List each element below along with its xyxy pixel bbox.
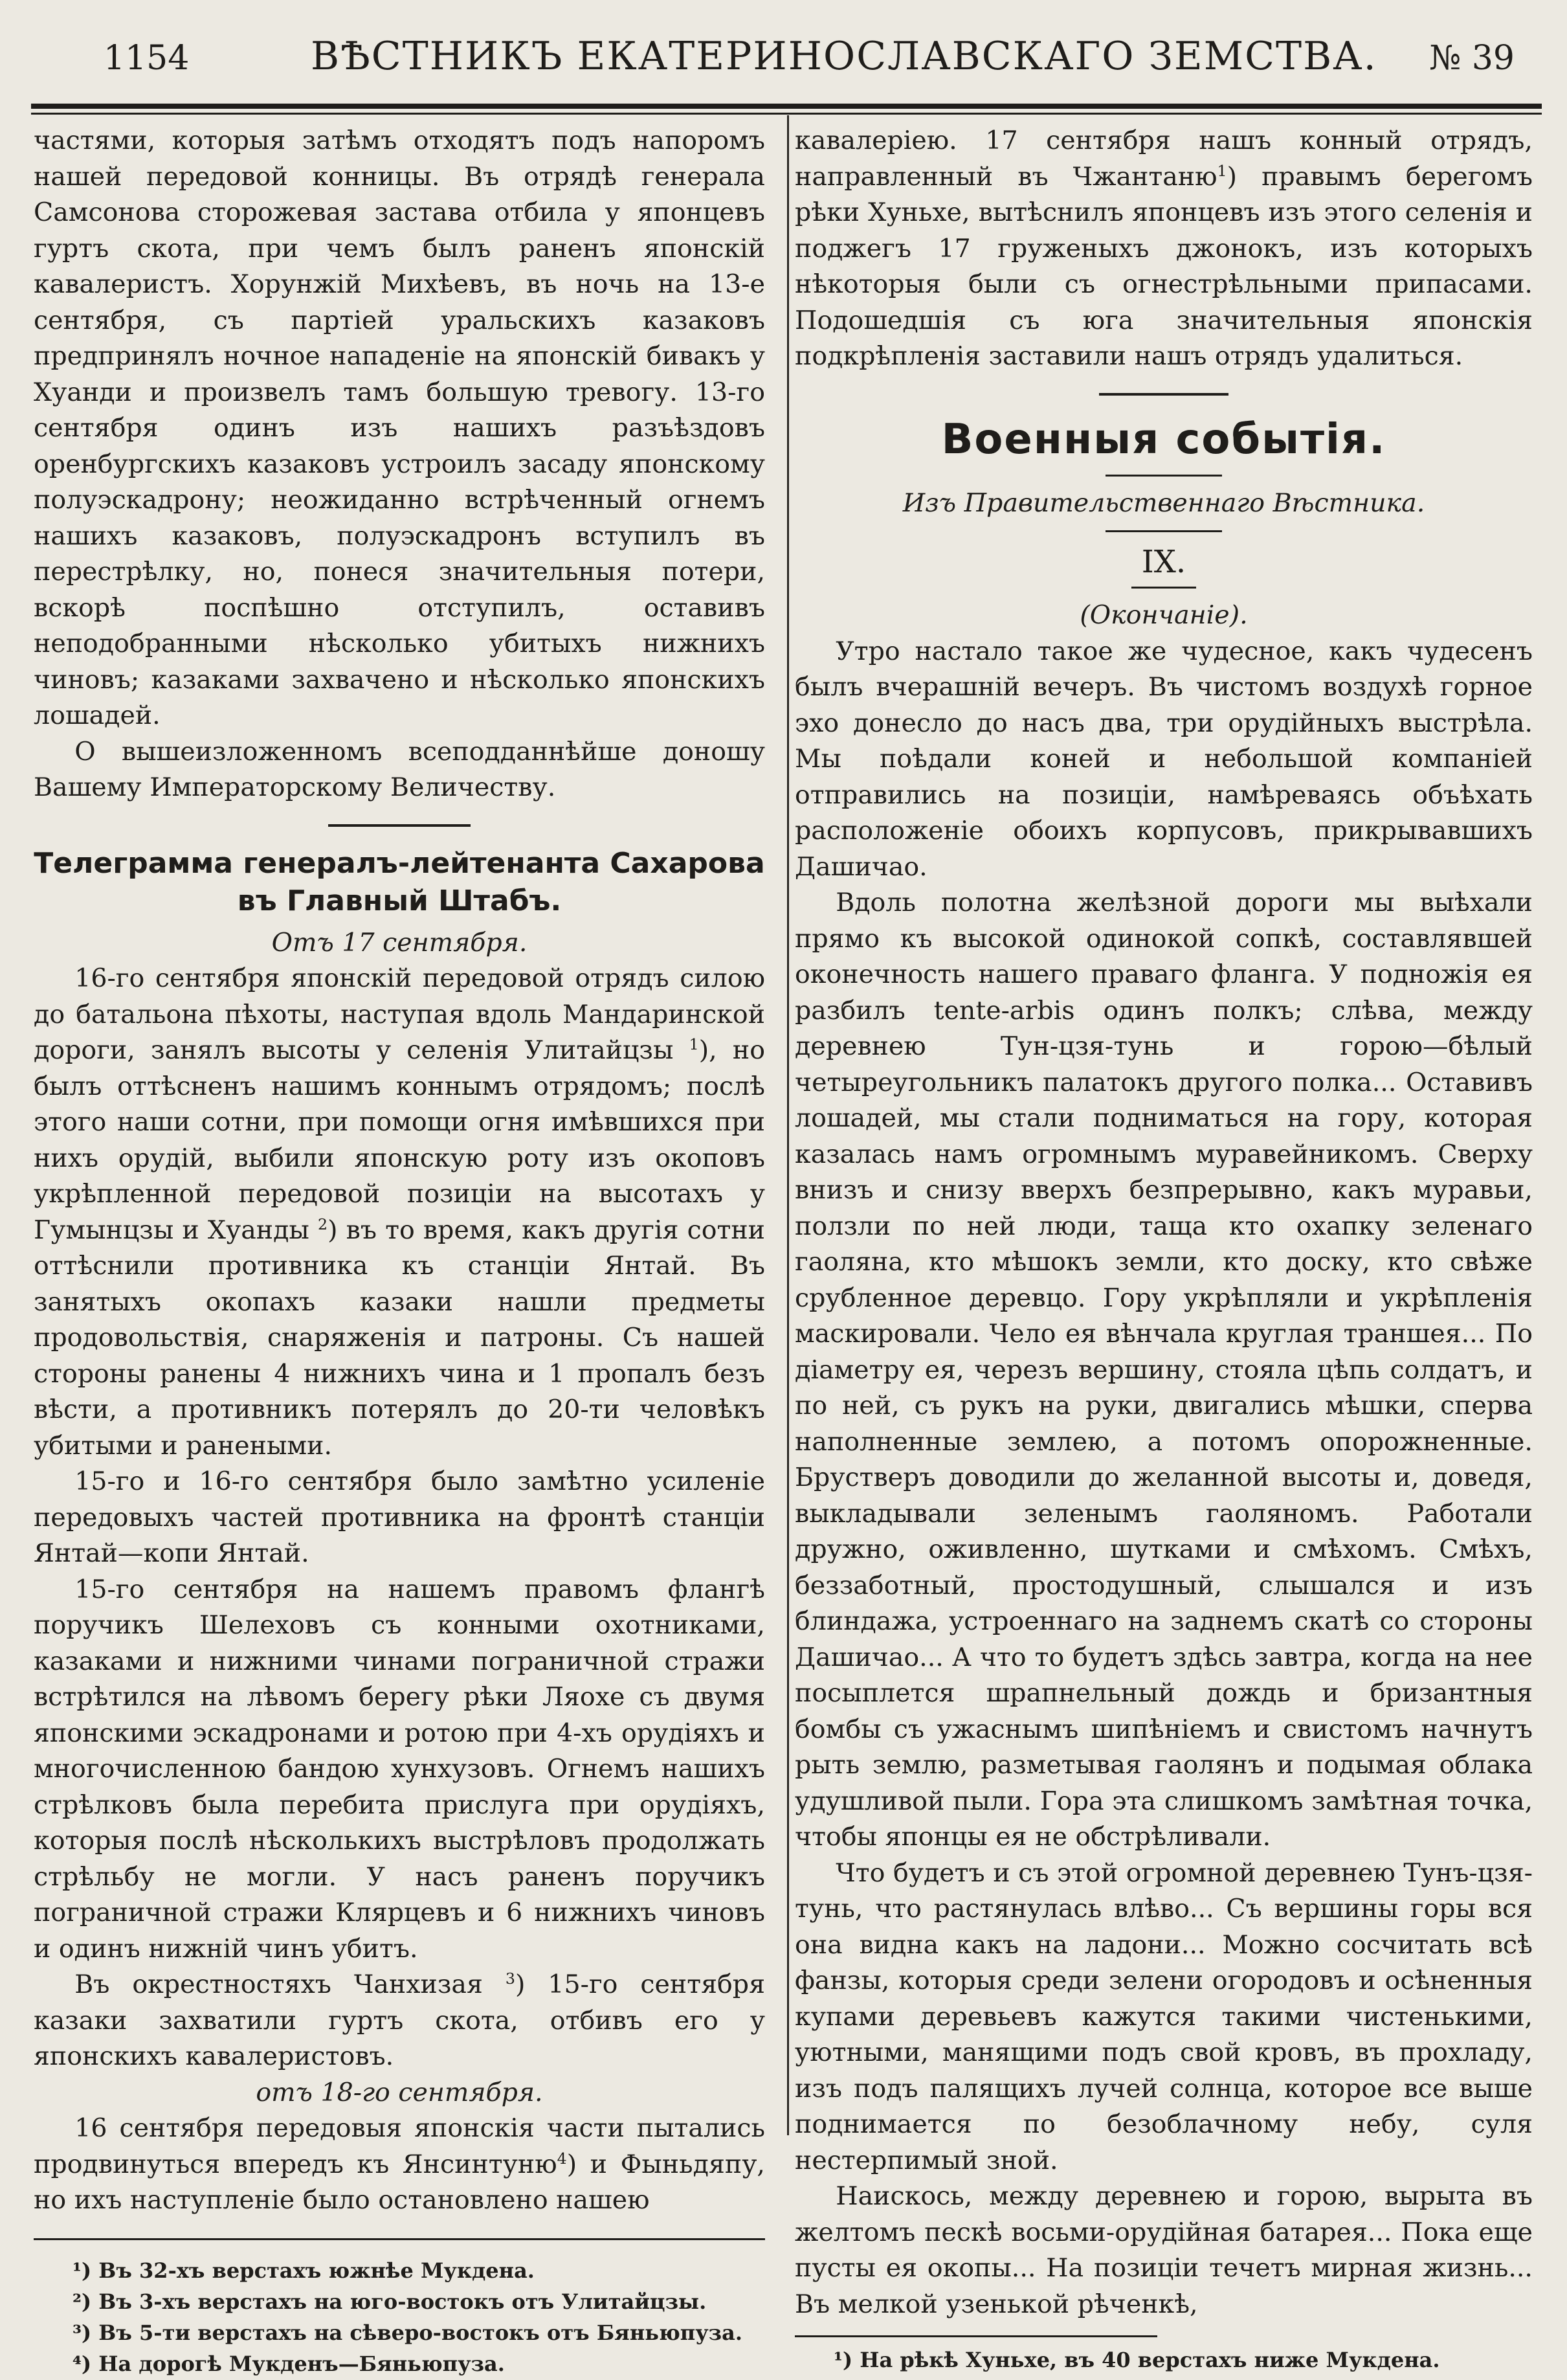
footnote-ref-1: 1: [689, 1035, 699, 1053]
page-header: [39, 26, 1528, 91]
paragraph-village: Что будетъ и съ этой огромной деревнею Тунъ-цзя-тунь, что растянулась влѣво... Съ вершины горы вся она видна какъ на ладони... Можно сосчитать всѣ фанзы, которыя среди зелени огородовъ и осѣненныя купами деревьевъ кажутся такими чистенькими, уютными, манящими подъ свой кровъ, въ прохладу, изъ подъ палящихъ лучей солнца, которое все выше поднимается по безоблачному небу, суля нестерпимый зной.: [795, 1858, 1533, 2175]
paragraph-sept16: 16-го сентября японскій передовой отрядъ силою до батальона пѣхоты, наступая вдоль Мандаринской дороги, занялъ высоты у селенія Улитайцзы $^1$), но былъ оттѣсненъ нашимъ коннымъ отрядомъ; послѣ этого наши сотни, при помощи огня имѣвшихся при нихъ орудій, выбили японскую роту изъ окоповъ укрѣпленной передовой позиціи на высотахъ у Гумынцзы и Хуанды $^2$) въ то время, какъ другія сотни оттѣснили противника къ станціи Янтай. Въ занятыхъ окопахъ казаки нашли предметы продовольствія, снаряженія и патроны. Съ нашей стороны ранены 4 нижнихъ чина и 1 пропалъ безъ вѣсти, а противникъ потерялъ до 20-ти человѣкъ убитыми и ранеными.: [34, 963, 765, 1461]
column-divider: [787, 115, 789, 2135]
section-rule-small: [1106, 475, 1222, 477]
issue-number: № 39: [1429, 39, 1515, 78]
date-heading-18: отъ 18-го сентября.: [256, 2077, 543, 2107]
paragraph-battery: Наискось, между деревнею и горою, вырыта въ желтомъ пескѣ восьми-орудійная батарея... Пока еще пусты ея окопы... На позиціи течетъ мирная жизнь... Въ мелкой узенькой рѣченкѣ,: [795, 2181, 1533, 2319]
header-rule-thick: [31, 104, 1542, 109]
left-column: [34, 123, 765, 2380]
section-rule: [1099, 393, 1228, 396]
page-number: 1154: [104, 39, 190, 78]
footnotes-right: [795, 2345, 1533, 2375]
footnote: ¹) На рѣкѣ Хуньхе, въ 40 верстахъ ниже Мукдена.: [834, 2348, 1440, 2372]
footnote-ref-4: 4: [557, 2149, 567, 2168]
footnote-ref-3: 3: [505, 1969, 515, 1988]
paragraph-sept16-advance: 16 сентября передовыя японскія части пытались продвинуться впередъ къ Янсинтуню$^4$) и Фыньдяпу, но ихъ наступленіе было остановлено нашею: [34, 2113, 765, 2215]
paragraph-chanhizai: Въ окрестностяхъ Чанхизая $^3$) 15-го сентября казаки захватили гуртъ скота, отбивъ его у японскихъ кавалеристовъ.: [34, 1969, 765, 2071]
right-column: [795, 123, 1533, 2376]
footnote-rule: [795, 2335, 1157, 2337]
paragraph-sept15-flank: 15-го сентября на нашемъ правомъ флангѣ поручикъ Шелеховъ съ конными охотниками, казаками и нижними чинами пограничной стражи встрѣтился на лѣвомъ берегу рѣки Ляохе съ двумя японскими эскадронами и ротою при 4-хъ орудіяхъ и многочисленною бандою хунхузовъ. Огнемъ нашихъ стрѣлковъ была перебита прислуга при орудіяхъ, которыя послѣ нѣсколькихъ выстрѣловъ продолжать стрѣльбу не могли. У насъ раненъ поручикъ пограничной стражи Клярцевъ и 6 нижнихъ чиновъ и одинъ нижній чинъ убитъ.: [34, 1574, 765, 1964]
footnote: ⁴) На дорогѣ Мукденъ—Бяньюпуза.: [72, 2351, 505, 2376]
journal-title: ВѢСТНИКЪ ЕКАТЕРИНОСЛАВСКАГО ЗЕМСТВА.: [311, 34, 1377, 79]
footnotes-left: [34, 2256, 765, 2379]
footnote-ref-1: 1: [1217, 161, 1227, 180]
chapter-rule: [1131, 587, 1196, 589]
section-rule-small: [1106, 530, 1222, 532]
section-heading: Военныя событія.: [941, 415, 1386, 464]
paragraph-morning: Утро настало такое же чудесное, какъ чудесенъ былъ вчерашній вечеръ. Въ чистомъ воздухѣ горное эхо донесло до насъ два, три орудійныхъ выстрѣла. Мы поѣдали коней и небольшой компаніей отправились на позиціи, намѣреваясь объѣхать расположеніе обоихъ корпусовъ, прикрывавшихъ Дашичао.: [795, 636, 1533, 882]
chapter-subtitle: (Окончаніе).: [1080, 600, 1248, 630]
footnote: ²) Въ 3-хъ верстахъ на юго-востокъ отъ Улитайцзы.: [72, 2289, 707, 2314]
paragraph-railway: Вдоль полотна желѣзной дороги мы выѣхали прямо къ высокой одинокой сопкѣ, составлявшей оконечность нашего праваго фланга. У подножія ея разбилъ tente-arbis одинъ полкъ; слѣва, между деревнею Тун-цзя-тунь и горою—бѣлый четыреугольникъ палатокъ другого полка... Оставивъ лошадей, мы стали подниматься на гору, которая казалась намъ огромнымъ муравейникомъ. Сверху внизъ и снизу вверхъ безпрерывно, какъ муравьи, ползли по ней люди, таща кто охапку зеленаго гаоляна, кто мѣшокъ земли, кто доску, кто свѣже срубленное деревцо. Гору укрѣпляли и укрѣпленія маскировали. Чело ея вѣнчала круглая траншея... По діаметру ея, черезъ вершину, стояла цѣпь солдатъ, и по ней, съ рукъ на руки, двигались мѣшки, сперва наполненные землею, а потомъ опорожненные. Брустверъ доводили до желанной высоты и, доведя, выкладывали зеленымъ гаоляномъ. Работали дружно, оживленно, шутками и смѣхомъ. Смѣхъ, беззаботный, простодушный, слышался и изъ блиндажа, устроеннаго на заднемъ скатѣ со стороны Дашичао... А что то будетъ здѣсь завтра, когда на нее посыплется шрапнельный дождь и бризантныя бомбы съ ужаснымъ шипѣніемъ и свистомъ начнутъ рыть землю, разметывая гаолянъ и подымая облака удушливой пыли. Гора эта слишкомъ замѣтная точка, чтобы японцы ея не обстрѣливали.: [795, 888, 1533, 1852]
section-rule: [328, 824, 471, 827]
chapter-number: IX.: [1141, 544, 1186, 580]
source-line: Изъ Правительственнаго Вѣстника.: [902, 488, 1425, 518]
footnote-rule: [34, 2238, 765, 2240]
report-closing: О вышеизложенномъ всеподданнѣйше доношу Вашему Императорскому Величеству.: [34, 736, 765, 802]
paragraph-continued: частями, которыя затѣмъ отходятъ подъ напоромъ нашей передовой конницы. Въ отрядѣ генерала Самсонова сторожевая застава отбила у японцевъ гуртъ скота, при чемъ былъ раненъ японскій кавалеристъ. Хорунжій Михѣевъ, въ ночь на 13-е сентября, съ партіей уральскихъ казаковъ предпринялъ ночное нападеніе на японскій бивакъ у Хуанди и произвелъ тамъ большую тревогу. 13-го сентября одинъ изъ нашихъ разъѣздовъ оренбургскихъ казаковъ устроилъ засаду японскому полуэскадрону; неожиданно встрѣченный огнемъ нашихъ казаковъ, полуэскадронъ вступилъ въ перестрѣлку, но, понеся значительныя потери, вскорѣ поспѣшно отступилъ, оставивъ неподобранными нѣсколько убитыхъ нижнихъ чиновъ; казаками захвачено и нѣсколько японскихъ лошадей.: [34, 126, 765, 730]
paragraph-continued-right: кавалеріею. 17 сентября нашъ конный отрядъ, направленный въ Чжантаню$^1$) правымъ берегомъ рѣки Хуньхе, вытѣснилъ японцевъ изъ этого селенія и поджегъ 17 груженыхъ джонокъ, изъ которыхъ нѣкоторыя были съ огнестрѣльными припасами. Подошедшія съ юга значительныя японскія подкрѣпленія заставили нашъ отрядъ удалиться.: [795, 126, 1533, 371]
date-heading-17: Отъ 17 сентября.: [271, 927, 528, 958]
telegram-heading: Телеграмма генералъ-лейтенанта Сахарова въ Главный Штабъ.: [34, 846, 765, 917]
paragraph-sept15-16: 15-го и 16-го сентября было замѣтно усиленіе передовыхъ частей противника на фронтѣ станціи Янтай—копи Янтай.: [34, 1466, 765, 1568]
footnote: ³) Въ 5-ти верстахъ на сѣверо-востокъ отъ Бяньюпуза.: [72, 2320, 742, 2345]
footnote-ref-2: 2: [318, 1215, 328, 1233]
header-rule-thin: [31, 113, 1542, 115]
footnote: ¹) Въ 32-хъ верстахъ южнѣе Мукдена.: [72, 2258, 535, 2283]
